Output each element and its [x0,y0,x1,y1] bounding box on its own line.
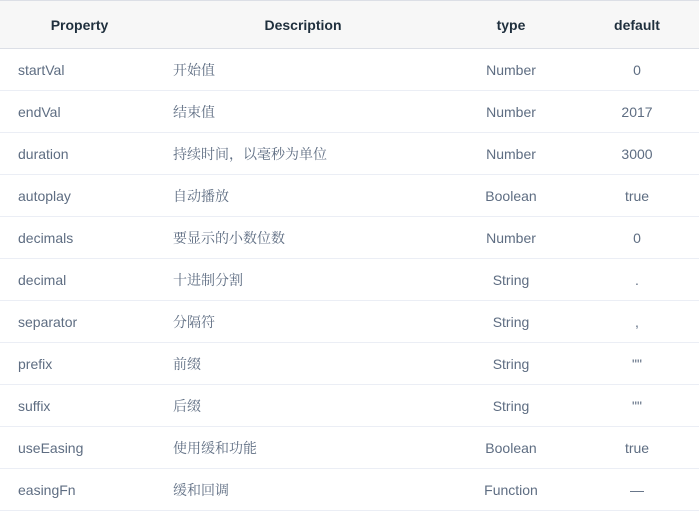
cell-type: Number [447,49,575,91]
cell-description: 前缀 [159,343,447,385]
cell-property: suffix [0,385,159,427]
table-row [0,91,699,133]
column-header-description: Description [159,1,447,49]
cell-type: String [447,301,575,343]
cell-default: 2017 [575,91,699,133]
table-header [0,1,699,49]
cell-property: useEasing [0,427,159,469]
table-row [0,49,699,91]
cell-default: , [575,301,699,343]
column-header-type: type [447,1,575,49]
cell-default: 0 [575,49,699,91]
cell-default: — [575,469,699,511]
cell-default: true [575,427,699,469]
table-row [0,301,699,343]
cell-property: separator [0,301,159,343]
table-row [0,385,699,427]
column-header-default: default [575,1,699,49]
cell-description: 要显示的小数位数 [159,217,447,259]
cell-description: 后缀 [159,385,447,427]
cell-description: 结束值 [159,91,447,133]
cell-description: 开始值 [159,49,447,91]
cell-default: "" [575,385,699,427]
cell-type: Number [447,91,575,133]
cell-description: 缓和回调 [159,469,447,511]
cell-default: true [575,175,699,217]
cell-default: . [575,259,699,301]
cell-default: "" [575,343,699,385]
cell-description: 分隔符 [159,301,447,343]
cell-description: 自动播放 [159,175,447,217]
table-row [0,259,699,301]
table-row [0,427,699,469]
cell-property: prefix [0,343,159,385]
cell-type: Number [447,133,575,175]
cell-default: 0 [575,217,699,259]
cell-property: decimal [0,259,159,301]
table-row [0,469,699,511]
table-header-row [0,1,699,49]
table-row [0,343,699,385]
cell-property: endVal [0,91,159,133]
cell-type: String [447,343,575,385]
cell-description: 十进制分割 [159,259,447,301]
cell-type: String [447,385,575,427]
cell-property: decimals [0,217,159,259]
table-body [0,49,699,511]
cell-property: easingFn [0,469,159,511]
cell-description: 使用缓和功能 [159,427,447,469]
cell-type: Boolean [447,427,575,469]
cell-type: Function [447,469,575,511]
table-row [0,133,699,175]
cell-type: Boolean [447,175,575,217]
cell-default: 3000 [575,133,699,175]
cell-property: duration [0,133,159,175]
cell-type: String [447,259,575,301]
cell-description: 持续时间，以毫秒为单位 [159,133,447,175]
table-row [0,217,699,259]
cell-property: autoplay [0,175,159,217]
column-header-property: Property [0,1,159,49]
cell-type: Number [447,217,575,259]
table-row [0,175,699,217]
cell-property: startVal [0,49,159,91]
